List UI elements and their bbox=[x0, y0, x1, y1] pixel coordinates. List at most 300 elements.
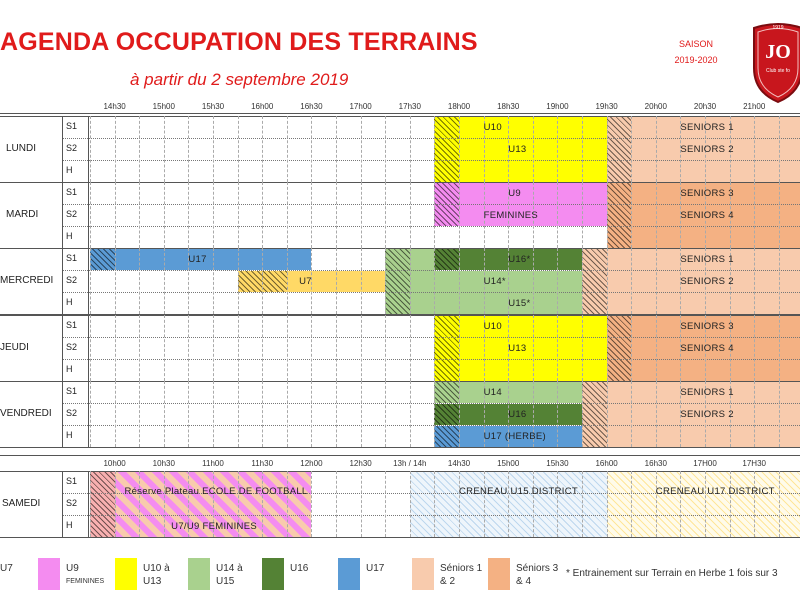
col-rule bbox=[631, 381, 632, 447]
legend-sub: & 4 bbox=[516, 576, 532, 587]
col-rule bbox=[262, 471, 263, 537]
col-rule bbox=[582, 116, 583, 182]
legend-swatch bbox=[115, 558, 137, 590]
slot-label: S1 bbox=[66, 187, 78, 197]
col-rule bbox=[262, 315, 263, 381]
time-tick: 21h00 bbox=[743, 102, 766, 111]
col-rule bbox=[607, 116, 608, 182]
col-rule bbox=[164, 116, 165, 182]
col-rule bbox=[410, 381, 411, 447]
time-tick: 12h30 bbox=[349, 459, 372, 468]
col-rule bbox=[754, 182, 755, 248]
time-tick: 16h30 bbox=[644, 459, 667, 468]
col-rule bbox=[410, 182, 411, 248]
col-rule bbox=[607, 381, 608, 447]
col-rule bbox=[164, 315, 165, 381]
legend-swatch bbox=[412, 558, 434, 590]
block-label: U13 bbox=[508, 144, 527, 155]
col-rule bbox=[607, 248, 608, 314]
col-rule bbox=[582, 182, 583, 248]
row-rule bbox=[0, 447, 800, 448]
block-u17-warmup bbox=[90, 249, 115, 270]
legend-text: U16 bbox=[290, 563, 309, 574]
col-rule bbox=[188, 381, 189, 447]
block-label: U15* bbox=[508, 298, 531, 309]
time-tick: 17H30 bbox=[742, 459, 766, 468]
col-rule bbox=[557, 116, 558, 182]
legend-label bbox=[290, 562, 308, 575]
time-tick: 15h00 bbox=[497, 459, 520, 468]
col-rule bbox=[139, 315, 140, 381]
block-label: U17 (HERBE) bbox=[483, 431, 547, 442]
day-divider bbox=[62, 116, 63, 182]
row-rule bbox=[62, 515, 800, 516]
block-label: U9 bbox=[508, 188, 521, 199]
row-rule bbox=[62, 226, 800, 227]
col-rule bbox=[139, 116, 140, 182]
slot-label: S1 bbox=[66, 253, 78, 263]
col-rule bbox=[680, 471, 681, 537]
row-rule bbox=[0, 537, 800, 538]
time-tick: 17h30 bbox=[398, 102, 421, 111]
time-tick: 20h30 bbox=[693, 102, 717, 111]
col-rule bbox=[434, 315, 435, 381]
day-name-vendredi: VENDREDI bbox=[0, 408, 52, 419]
block-label: SENIORS 3 bbox=[680, 321, 734, 332]
logo-year: 1919 bbox=[772, 25, 784, 31]
time-tick: 16h30 bbox=[300, 102, 323, 111]
slot-divider bbox=[88, 248, 89, 314]
col-rule bbox=[557, 248, 558, 314]
col-rule bbox=[287, 471, 288, 537]
col-rule bbox=[336, 471, 337, 537]
day-name-mercredi: MERCREDI bbox=[0, 275, 54, 286]
legend-label bbox=[516, 562, 558, 588]
time-tick: 13h / 14h bbox=[393, 459, 427, 468]
col-rule bbox=[311, 315, 312, 381]
col-rule bbox=[730, 471, 731, 537]
time-tick: 18h00 bbox=[447, 102, 471, 111]
row-rule bbox=[62, 425, 800, 426]
block-label: SENIORS 4 bbox=[680, 343, 734, 354]
col-rule bbox=[656, 471, 657, 537]
slot-label: S2 bbox=[66, 342, 78, 352]
col-rule bbox=[459, 381, 460, 447]
col-rule bbox=[238, 248, 239, 314]
block-u17-warmup bbox=[434, 426, 459, 447]
legend-swatch bbox=[262, 558, 284, 590]
slot-label: H bbox=[66, 231, 73, 241]
slot-label: H bbox=[66, 430, 73, 440]
col-rule bbox=[410, 116, 411, 182]
col-rule bbox=[754, 248, 755, 314]
col-rule bbox=[754, 116, 755, 182]
day-divider bbox=[62, 182, 63, 248]
block-label: CRENEAU U15 DISTRICT bbox=[459, 485, 578, 497]
col-rule bbox=[434, 182, 435, 248]
legend-sub: & 2 bbox=[440, 576, 456, 587]
day-name-mardi: MARDI bbox=[6, 209, 39, 220]
legend-swatch bbox=[188, 558, 210, 590]
col-rule bbox=[385, 182, 386, 248]
time-tick: 10h30 bbox=[152, 459, 175, 468]
legend-label bbox=[216, 562, 243, 588]
footnote: * Entrainement sur Terrain en Herbe 1 fois sur 3 bbox=[566, 568, 778, 579]
col-rule bbox=[754, 471, 755, 537]
legend-label bbox=[366, 562, 384, 575]
block-label: U13 bbox=[508, 343, 527, 354]
col-rule bbox=[311, 471, 312, 537]
col-rule bbox=[385, 116, 386, 182]
slot-label: S1 bbox=[66, 386, 78, 396]
legend-text: Séniors 1 bbox=[440, 563, 483, 574]
col-rule bbox=[115, 471, 116, 537]
time-tick: 17H00 bbox=[693, 459, 717, 468]
block-label: U14 bbox=[483, 387, 502, 398]
col-rule bbox=[336, 116, 337, 182]
col-rule bbox=[557, 315, 558, 381]
block-seniors-warmup bbox=[607, 117, 632, 182]
col-rule bbox=[385, 381, 386, 447]
legend-text: U14 à bbox=[216, 563, 243, 574]
col-rule bbox=[164, 381, 165, 447]
col-rule bbox=[557, 471, 558, 537]
col-rule bbox=[459, 116, 460, 182]
col-rule bbox=[361, 248, 362, 314]
col-rule bbox=[262, 381, 263, 447]
col-rule bbox=[533, 116, 534, 182]
season-block bbox=[668, 36, 724, 68]
slot-divider bbox=[88, 471, 89, 537]
col-rule bbox=[287, 116, 288, 182]
time-tick: 16h00 bbox=[251, 102, 274, 111]
slot-label: S1 bbox=[66, 320, 78, 330]
time-tick: 20h00 bbox=[644, 102, 667, 111]
block-seniors-warmup bbox=[607, 316, 632, 381]
slot-label: S2 bbox=[66, 275, 78, 285]
block-label: SENIORS 2 bbox=[680, 144, 734, 155]
legend-text: U7 bbox=[0, 563, 13, 574]
col-rule bbox=[311, 381, 312, 447]
col-rule bbox=[287, 315, 288, 381]
col-rule bbox=[90, 116, 91, 182]
col-rule bbox=[238, 381, 239, 447]
col-rule bbox=[385, 471, 386, 537]
col-rule bbox=[434, 248, 435, 314]
col-rule bbox=[90, 381, 91, 447]
slot-label: H bbox=[66, 520, 73, 530]
col-rule bbox=[656, 182, 657, 248]
row-rule bbox=[62, 403, 800, 404]
block-label: SENIORS 4 bbox=[680, 210, 734, 221]
col-rule bbox=[779, 471, 780, 537]
col-rule bbox=[410, 471, 411, 537]
block-label: Réserve Plateau ECOLE DE FOOTBALL bbox=[124, 485, 308, 497]
col-rule bbox=[90, 471, 91, 537]
legend-label bbox=[0, 562, 13, 575]
legend-label bbox=[440, 562, 482, 588]
col-rule bbox=[115, 248, 116, 314]
logo-text: JO bbox=[765, 41, 791, 63]
row-rule bbox=[62, 359, 800, 360]
col-rule bbox=[213, 182, 214, 248]
col-rule bbox=[410, 315, 411, 381]
time-tick: 10h00 bbox=[103, 459, 126, 468]
col-rule bbox=[410, 248, 411, 314]
slot-divider bbox=[88, 182, 89, 248]
col-rule bbox=[115, 116, 116, 182]
block-u16-warmup bbox=[434, 404, 459, 425]
legend-text: U10 à bbox=[143, 563, 170, 574]
time-tick: 11h30 bbox=[251, 459, 274, 468]
slot-divider bbox=[88, 315, 89, 381]
col-rule bbox=[115, 381, 116, 447]
col-rule bbox=[705, 471, 706, 537]
block-u14-warmup bbox=[385, 249, 410, 314]
col-rule bbox=[656, 116, 657, 182]
day-divider bbox=[62, 381, 63, 447]
col-rule bbox=[164, 182, 165, 248]
row-rule bbox=[62, 204, 800, 205]
col-rule bbox=[188, 116, 189, 182]
col-rule bbox=[139, 381, 140, 447]
slot-label: H bbox=[66, 297, 73, 307]
block-label: FEMININES bbox=[483, 210, 539, 221]
block-label: SENIORS 3 bbox=[680, 188, 734, 199]
col-rule bbox=[779, 248, 780, 314]
block-label: U16 bbox=[508, 409, 527, 420]
block-u14-warmup bbox=[434, 382, 459, 403]
col-rule bbox=[90, 248, 91, 314]
col-rule bbox=[656, 381, 657, 447]
col-rule bbox=[336, 381, 337, 447]
slot-label: S1 bbox=[66, 476, 78, 486]
page-title: AGENDA OCCUPATION DES TERRAINS bbox=[0, 28, 478, 56]
block-label: U16* bbox=[508, 254, 531, 265]
block-label: U7 bbox=[299, 276, 312, 287]
block-label: U10 bbox=[483, 321, 502, 332]
saturday-header-rule bbox=[0, 455, 800, 456]
day-name-samedi: SAMEDI bbox=[2, 498, 41, 509]
legend-swatch bbox=[488, 558, 510, 590]
col-rule bbox=[361, 471, 362, 537]
col-rule bbox=[779, 116, 780, 182]
col-rule bbox=[164, 471, 165, 537]
block-seniors-warmup bbox=[582, 249, 607, 314]
col-rule bbox=[459, 315, 460, 381]
slot-label: S2 bbox=[66, 143, 78, 153]
col-rule bbox=[582, 381, 583, 447]
block-u10-13-warmup bbox=[434, 117, 459, 182]
col-rule bbox=[262, 182, 263, 248]
col-rule bbox=[361, 315, 362, 381]
col-rule bbox=[779, 315, 780, 381]
col-rule bbox=[631, 471, 632, 537]
time-tick: 19h00 bbox=[546, 102, 569, 111]
time-tick: 17h00 bbox=[349, 102, 372, 111]
col-rule bbox=[557, 381, 558, 447]
col-rule bbox=[582, 471, 583, 537]
time-tick: 14h30 bbox=[447, 459, 471, 468]
season-label: SAISON bbox=[678, 39, 713, 49]
time-tick: 15h00 bbox=[152, 102, 175, 111]
col-rule bbox=[607, 182, 608, 248]
day-divider bbox=[62, 315, 63, 381]
col-rule bbox=[115, 315, 116, 381]
block-label: SENIORS 2 bbox=[680, 276, 734, 287]
legend-sub: U13 bbox=[143, 576, 162, 587]
col-rule bbox=[656, 248, 657, 314]
col-rule bbox=[385, 315, 386, 381]
col-rule bbox=[631, 248, 632, 314]
col-rule bbox=[754, 315, 755, 381]
block-u14 bbox=[459, 382, 582, 403]
col-rule bbox=[213, 315, 214, 381]
slot-label: S1 bbox=[66, 121, 78, 131]
slot-label: H bbox=[66, 364, 73, 374]
slot-label: S2 bbox=[66, 498, 78, 508]
block-ecole-warmup bbox=[90, 472, 115, 537]
col-rule bbox=[779, 182, 780, 248]
col-rule bbox=[139, 248, 140, 314]
time-tick: 11h00 bbox=[202, 459, 224, 468]
col-rule bbox=[434, 471, 435, 537]
time-tick: 15h30 bbox=[201, 102, 225, 111]
legend-sub: U15 bbox=[216, 576, 235, 587]
col-rule bbox=[262, 248, 263, 314]
col-rule bbox=[361, 381, 362, 447]
legend-text: U9 bbox=[66, 563, 79, 574]
row-rule bbox=[62, 138, 800, 139]
col-rule bbox=[164, 248, 165, 314]
col-rule bbox=[287, 182, 288, 248]
col-rule bbox=[361, 116, 362, 182]
col-rule bbox=[607, 315, 608, 381]
col-rule bbox=[213, 116, 214, 182]
row-rule bbox=[62, 160, 800, 161]
col-rule bbox=[508, 471, 509, 537]
col-rule bbox=[459, 182, 460, 248]
col-rule bbox=[459, 471, 460, 537]
time-tick: 19h30 bbox=[595, 102, 618, 111]
block-u10-13-warmup bbox=[434, 316, 459, 381]
col-rule bbox=[336, 315, 337, 381]
time-tick: 12h00 bbox=[300, 459, 323, 468]
legend-swatch bbox=[38, 558, 60, 590]
col-rule bbox=[385, 248, 386, 314]
block-label: U10 bbox=[483, 122, 502, 133]
legend-label bbox=[143, 562, 170, 588]
block-label: SENIORS 1 bbox=[680, 254, 734, 265]
season-value: 2019-2020 bbox=[674, 55, 718, 65]
legend-text: Séniors 3 bbox=[516, 563, 559, 574]
slot-divider bbox=[88, 116, 89, 182]
row-rule bbox=[62, 337, 800, 338]
col-rule bbox=[533, 248, 534, 314]
col-rule bbox=[238, 182, 239, 248]
col-rule bbox=[213, 381, 214, 447]
block-u14-15 bbox=[410, 249, 435, 314]
block-creneau-u17 bbox=[607, 472, 800, 537]
col-rule bbox=[287, 248, 288, 314]
day-divider bbox=[62, 248, 63, 314]
col-rule bbox=[139, 471, 140, 537]
day-name-lundi: LUNDI bbox=[6, 143, 37, 154]
col-rule bbox=[90, 315, 91, 381]
time-tick: 18h30 bbox=[497, 102, 520, 111]
block-label: U14* bbox=[483, 276, 506, 287]
block-label: CRENEAU U17 DISTRICT bbox=[655, 485, 775, 497]
col-rule bbox=[238, 116, 239, 182]
col-rule bbox=[533, 471, 534, 537]
legend-label bbox=[66, 562, 104, 588]
slot-label: H bbox=[66, 165, 73, 175]
block-label: SENIORS 1 bbox=[680, 387, 734, 398]
col-rule bbox=[434, 381, 435, 447]
block-label: U17 bbox=[188, 254, 207, 265]
block-u16-warmup bbox=[434, 249, 459, 270]
club-logo bbox=[748, 18, 800, 104]
col-rule bbox=[459, 248, 460, 314]
col-rule bbox=[434, 116, 435, 182]
col-rule bbox=[188, 182, 189, 248]
block-seniors-warmup bbox=[582, 382, 607, 447]
col-rule bbox=[188, 315, 189, 381]
col-rule bbox=[582, 315, 583, 381]
col-rule bbox=[779, 381, 780, 447]
slot-label: S2 bbox=[66, 408, 78, 418]
col-rule bbox=[631, 182, 632, 248]
block-label: U7/U9 FEMININES bbox=[171, 521, 257, 532]
slot-label: S2 bbox=[66, 209, 78, 219]
col-rule bbox=[213, 248, 214, 314]
col-rule bbox=[361, 182, 362, 248]
row-rule bbox=[62, 292, 800, 293]
col-rule bbox=[631, 315, 632, 381]
col-rule bbox=[238, 315, 239, 381]
col-rule bbox=[262, 116, 263, 182]
col-rule bbox=[287, 381, 288, 447]
col-rule bbox=[139, 182, 140, 248]
legend-swatch bbox=[338, 558, 360, 590]
logo-sub: Club ste fo bbox=[766, 68, 790, 74]
day-name-jeudi: JEUDI bbox=[0, 342, 29, 353]
time-tick: 15h30 bbox=[546, 459, 569, 468]
time-tick: 16h00 bbox=[595, 459, 618, 468]
header-top-rule bbox=[0, 113, 800, 114]
col-rule bbox=[311, 182, 312, 248]
block-label: SENIORS 1 bbox=[680, 122, 734, 133]
col-rule bbox=[311, 116, 312, 182]
page-subtitle: à partir du 2 septembre 2019 bbox=[130, 70, 349, 89]
col-rule bbox=[582, 248, 583, 314]
col-rule bbox=[484, 471, 485, 537]
col-rule bbox=[631, 116, 632, 182]
time-tick: 14h30 bbox=[103, 102, 126, 111]
col-rule bbox=[90, 182, 91, 248]
col-rule bbox=[656, 315, 657, 381]
block-seniors-warmup bbox=[607, 183, 632, 248]
col-rule bbox=[533, 315, 534, 381]
day-divider bbox=[62, 471, 63, 537]
block-label: SENIORS 2 bbox=[680, 409, 734, 420]
legend-text: U17 bbox=[366, 563, 385, 574]
legend-sub: FEMININES bbox=[66, 578, 105, 585]
col-rule bbox=[115, 182, 116, 248]
slot-divider bbox=[88, 381, 89, 447]
row-rule bbox=[62, 270, 800, 271]
col-rule bbox=[336, 182, 337, 248]
